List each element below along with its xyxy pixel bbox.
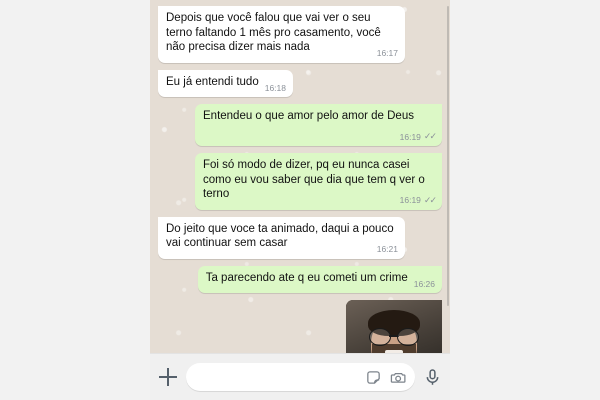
message-text: Foi só modo de dizer, pq eu nunca casei como eu vou saber que dia que tem q ver o terno bbox=[203, 159, 429, 200]
message-meta bbox=[377, 46, 398, 61]
right-letterbox bbox=[450, 0, 600, 400]
message-text: Eu já entendi tudo bbox=[166, 75, 259, 88]
outgoing-message-bubble[interactable] bbox=[198, 266, 442, 294]
left-letterbox bbox=[0, 0, 150, 400]
message-meta bbox=[265, 81, 286, 96]
attach-plus-icon[interactable] bbox=[158, 367, 178, 387]
message-meta bbox=[400, 193, 435, 208]
read-receipt-icon: ✓✓ bbox=[423, 194, 435, 205]
incoming-message-bubble[interactable] bbox=[158, 6, 405, 63]
message-row[interactable] bbox=[158, 266, 442, 294]
message-time: 16:19 bbox=[399, 131, 421, 142]
microphone-icon[interactable] bbox=[423, 368, 442, 387]
photo-thumbnail bbox=[346, 300, 442, 353]
glasses-icon bbox=[369, 328, 419, 344]
message-time: 16:17 bbox=[376, 48, 398, 58]
chat-scrollbar[interactable] bbox=[447, 6, 450, 306]
message-text: Entendeu o que amor pelo amor de Deus bbox=[203, 110, 414, 122]
message-time: 16:21 bbox=[376, 244, 398, 254]
read-receipt-icon: ✓✓ bbox=[423, 131, 435, 142]
sticker-icon[interactable] bbox=[365, 369, 382, 386]
camera-icon[interactable] bbox=[390, 369, 407, 386]
outgoing-message-bubble[interactable] bbox=[195, 104, 442, 146]
message-row[interactable] bbox=[158, 6, 442, 63]
message-list[interactable] bbox=[150, 0, 450, 353]
outgoing-message-bubble[interactable] bbox=[195, 153, 442, 210]
message-text: Depois que você falou que vai ver o seu terno faltando 1 mês pro casamento, você não precisa dizer mais nada bbox=[166, 12, 384, 53]
photo-mouth bbox=[385, 350, 403, 353]
message-row[interactable] bbox=[158, 104, 442, 146]
message-meta bbox=[414, 277, 435, 292]
message-time: 16:19 bbox=[399, 195, 421, 205]
incoming-message-bubble[interactable] bbox=[158, 217, 405, 259]
message-input[interactable] bbox=[198, 370, 357, 384]
incoming-message-bubble[interactable] bbox=[158, 70, 293, 98]
message-row[interactable] bbox=[158, 217, 442, 259]
message-row[interactable] bbox=[158, 300, 442, 353]
message-composer bbox=[150, 353, 450, 400]
message-meta bbox=[377, 242, 398, 257]
whatsapp-chat-screen bbox=[150, 0, 450, 400]
message-row[interactable] bbox=[158, 153, 442, 210]
outgoing-photo-message[interactable] bbox=[346, 300, 442, 353]
message-row[interactable] bbox=[158, 70, 442, 98]
message-text: Do jeito que voce ta animado, daqui a pouco vai continuar sem casar bbox=[166, 222, 397, 249]
message-meta bbox=[400, 130, 435, 145]
message-input-wrapper[interactable] bbox=[186, 363, 415, 391]
message-text: Ta parecendo ate q eu cometi um crime bbox=[205, 271, 408, 284]
message-time: 16:18 bbox=[264, 82, 286, 93]
message-time: 16:26 bbox=[413, 278, 435, 289]
